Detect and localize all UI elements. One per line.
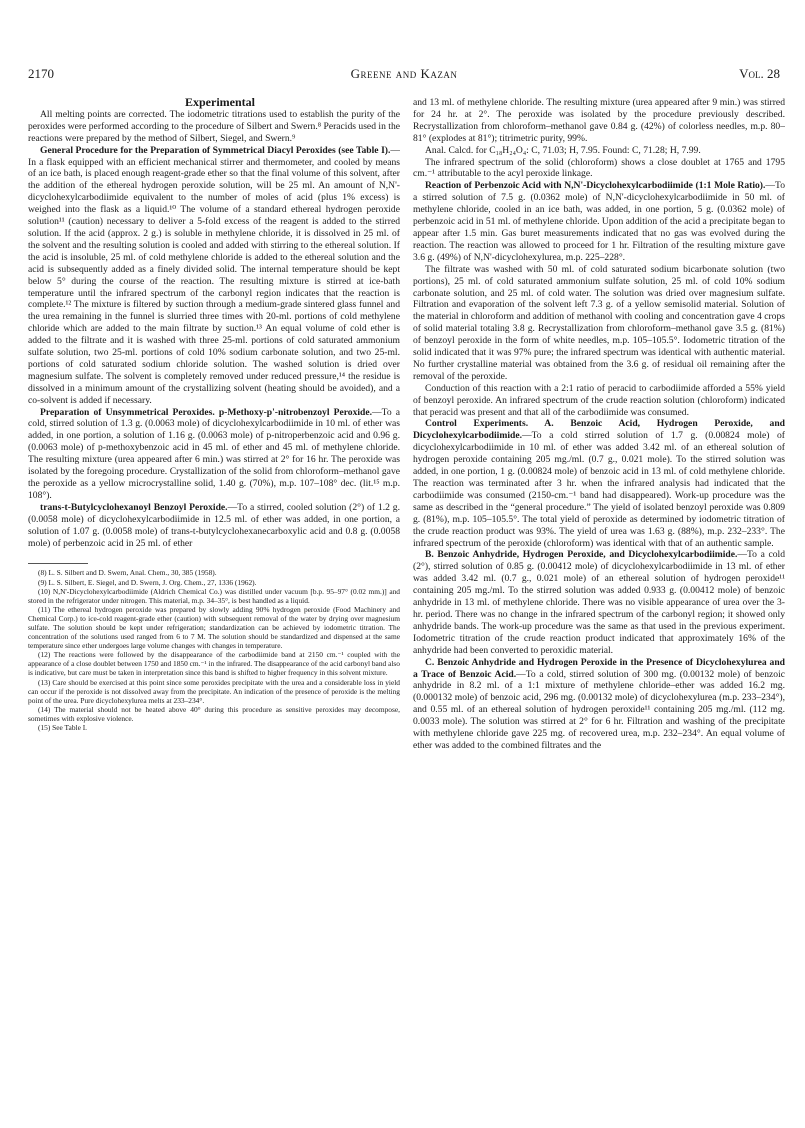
run-in-heading: Preparation of Unsymmetrical Peroxides. p-Methoxy-p'-nitrobenzoyl Peroxide. xyxy=(40,406,373,418)
left-column xyxy=(28,97,400,1117)
paragraph-general-procedure xyxy=(28,145,400,407)
running-head: Greene and Kazan xyxy=(350,66,458,81)
paragraph-tbutyl xyxy=(28,502,400,550)
footnote: (11) The ethereal hydrogen peroxide was prepared by slowly adding 90% hydrogen peroxide (Food Machinery and Chemical Corp.) to ice-cold reagent-grade ether (caution) with subsequent removal of the water by drying over magnesium sulfate. The solution should be kept under refrigeration; standardization can be achieved by iodometric titration. The concentration of the solutions used ranged from 6 to 7 M. The solution should be standardized and dispensed at the same temperature since ether undergoes large volume changes with changes in temperature. xyxy=(28,604,400,651)
volume-label: Vol. 28 xyxy=(739,66,780,81)
footnote: (15) See Table I. xyxy=(38,723,88,733)
footnote: (13) Care should be exercised at this point since some peroxides precipitate with the urea and a considerable loss in yield can occur if the peroxide is not dissolved away from the precipitate. An indication of the presence of peroxide is the melting point of the urea. Pure dicyclohexylurea melts at 233–234°. xyxy=(28,677,400,705)
paragraph-intro: All melting points are corrected. The iodometric titrations used to establish the purity of the peroxides were performed according to the procedure of Silbert and Swern.⁸ Peracids used in the reactions were prepared by the method of Silbert, Siegel, and Swern.⁹ xyxy=(28,108,400,144)
paragraph-text: —To a cold, stirred solution of 300 mg. (0.00132 mole) of benzoic anhydride in 8.2 ml. of a 1:1 mixture of methylene chloride–ether was added 16.2 mg. (0.000132 mole) of benzoic acid, 296 mg. (0.00132 mole) of dicyclohexylurea (m.p. 233–234°), and 0.55 ml. of an ethereal solution of hydrogen peroxide¹¹ containing 205 mg./ml. (112 mg. 0.0033 mole). The solution was stirred at 2° for 6 hr. Filtration and washing of the precipitate with methylene chloride gave 225 mg. of recovered urea, m.p. 232–234°. An equal volume of ether was added to the combined filtrates and the xyxy=(413,668,785,751)
page-number: 2170 xyxy=(28,66,54,81)
run-in-heading: General Procedure for the Preparation of Symmetrical Diacyl Peroxides (see Table I). xyxy=(40,144,391,156)
right-column xyxy=(413,97,785,1117)
paragraph-text: —In a flask equipped with an efficient mechanical stirrer and thermometer, and cooled by means of an ice bath, is placed enough reagent-grade ether so that the final volume of this solvent, after the addition of the ethereal hydrogen peroxide solution, will be 25 ml. An amount of N,N'-dicyclohexylcarbodiimide equivalent to the number of moles of acid (plus 1% excess) is weighed into the flask as a liquid.¹⁰ The volume of a standard ethereal hydrogen peroxide solution¹¹ (caution) necessary to deliver a 5-fold excess of the reagent is added to the stirred solution. If the acid (approx. 2 g.) is soluble in methylene chloride, it is dissolved in 25 ml. of the solvent and the resulting solution is cooled and added with stirring to the ethereal solution. If the acid is insoluble, 25 ml. of cold methylene chloride is added to the ethereal solution and the acid is subsequently added as a finely divided solid. The internal temperature should be kept below 5° during the course of the reaction. The resulting mixture is stirred at ice-bath temperature until the infrared spectrum of the carbonyl region indicates that the reaction is complete.¹² The mixture is filtered by suction through a medium-grade sintered glass funnel and the urea remaining in the funnel is slurried three times with 20-ml. portions of cold methylene chloride which are added to the main filtrate by suction.¹³ An equal volume of cold ether is added to the filtrate and it is washed with three 25-ml. portions of cold saturated ammonium sulfate solution, two 25-ml. portions of cold 10% sodium carbonate solution, and two 25-ml. portions of cold saturated sodium chloride solution. The washed solution is dried over magnesium sulfate. The solvent is completely removed under reduced pressure,¹⁴ the residue is dissolved in a minimum amount of the crystallizing solvent (heating should be avoided), and a co-solvent is added if necessary. xyxy=(28,144,400,406)
footnote: (10) N,N'-Dicyclohexylcarbodiimide (Aldrich Chemical Co.) was distilled under vacuum [b.p. 95–97° (0.02 mm.)] and stored in the refrigerator under nitrogen. This material, m.p. 34–35°, is best handled as a liquid. xyxy=(28,586,400,605)
paragraph-continued: and 13 ml. of methylene chloride. The resulting mixture (urea appeared after 9 min.) was stirred for 24 hr. at 2°. The peroxide was isolated by the procedure previously described. Recrystallization from chloroform–methanol gave 0.84 g. (42%) of colorless needles, m.p. 80–81° (explodes at 81°); titrimetric purity, 99%. xyxy=(413,97,785,144)
run-in-heading: C. Benzoic Anhydride and Hydrogen Peroxide in the Presence of Dicyclohexylurea and a Trace of Benzoic Acid. xyxy=(413,656,785,680)
run-in-heading: Reaction of Perbenzoic Acid with N,N'-Dicyclohexylcarbodiimide (1:1 Mole Ratio). xyxy=(425,180,766,192)
paragraph-control-b xyxy=(413,549,785,656)
footnote: (8) L. S. Silbert and D. Swern, Anal. Chem., 30, 385 (1958). xyxy=(38,568,217,578)
run-in-heading: Control Experiments. A. Benzoic Acid, Hydrogen Peroxide, and Dicyclohexylcarbodiimide. xyxy=(413,418,785,442)
paragraph-filtrate: The filtrate was washed with 50 ml. of cold saturated sodium bicarbonate solution (two portions), 25 ml. of cold saturated ammonium sulfate solution, 25 ml. of cold 10% sodium carbonate solution, and 25 ml. of cold water. The solution was dried over magnesium sulfate. Filtration and evaporation of the solvent left 7.3 g. of a yellow semisolid material. Solution of the material in chloroform and addition of methanol with cooling and concentration gave 4 crops of solid material totaling 3.8 g. Recrystallization from chloroform–methanol gave 3.5 g. (81%) of benzoyl peroxide in the form of white needles, m.p. 105–105.5°. Iodometric titration of the solid indicated that it was 97% pure; the infrared spectrum was identical with authentic material. No further crystalline material was obtained from the 3.6 g. of residual oil remaining after the removal of the peroxide. xyxy=(413,263,785,382)
paragraph-control-a xyxy=(413,418,785,549)
page-header xyxy=(28,66,780,84)
paragraph-text: —To a cold stirred solution of 1.7 g. (0.00824 mole) of dicyclohexylcarbodiimide in 10 ml. of ether was added 3.42 ml. of an ethereal solution of hydrogen peroxide containing 205 mg./ml. (0.7 g., 0.021 mole). To the stirred solution was added, in one portion, 1 g. (0.00824 mole) of benzoic acid in 13 ml. of cold methylene chloride. The reaction was terminated after 3 hr. when the infrared analysis had indicated that the carbodiimide was consumed (2150-cm.⁻¹ band had disappeared). Work-up procedure was the same as described in the “general procedure.” The yield of isolated benzoyl peroxide was 0.809 g. (81%), m.p. 105–105.5°. The total yield of peroxide as determined by iodometric titration of the crude reaction product was 93%. The yield of urea was 1.63 g. (88%), m.p. 232–233°. The infrared spectrum of the peroxide (chloroform) was identical with that of an authentic sample. xyxy=(413,430,785,549)
footnote: (12) The reactions were followed by the disappearance of the carbodiimide band at 2150 cm.⁻¹ coupled with the appearance of a close doublet between 1750 and 1850 cm.⁻¹ in the infrared. The disappearance of the acid carbonyl band also is indicative, but care must be taken in interpretation since this band is shifted to higher frequency in this solvent mixture. xyxy=(28,650,400,678)
paragraph-analysis: Anal. Calcd. for C₁₈H₂₄O₄: C, 71.03; H, 7.95. Found: C, 71.28; H, 7.99. xyxy=(425,144,701,156)
paragraph-unsymmetrical xyxy=(28,407,400,502)
paragraph-control-c xyxy=(413,657,785,752)
section-title-experimental: Experimental xyxy=(185,97,255,109)
footnote: (9) L. S. Silbert, E. Siegel, and D. Swern, J. Org. Chem., 27, 1336 (1962). xyxy=(38,577,257,587)
run-in-heading: B. Benzoic Anhydride, Hydrogen Peroxide, and Dicyclohexylcarbodiimide. xyxy=(425,549,738,561)
paragraph-text: —To a cold (2°), stirred solution of 0.85 g. (0.00412 mole) of dicyclohexylcarbodiimide in 13 ml. of ether was added 3.42 ml. (0.7 g., 0.021 mole) of an ethereal solution of hydrogen peroxide¹¹ containing 205 mg./ml. To the stirred solution was added 0.933 g. (0.00412 mole) of benzoic anhydride in 13 ml. of methylene chloride. There was no visible appearance of urea over the 3-hr. period. There was no change in the infrared spectrum of the carbonyl region; it showed only anhydride bands. The work-up procedure was the same as that used in the previous experiment. Iodometric titration of the crude reaction product indicated that approximately 16% of the anhydride had been converted to peroxidic material. xyxy=(413,549,785,656)
run-in-heading: trans-t-Butylcyclohexanoyl Benzoyl Peroxide. xyxy=(40,501,228,513)
footnote: (14) The material should not be heated above 40° during this procedure as sensitive peroxides may decompose, sometimes with explosive violence. xyxy=(28,704,400,723)
paragraph-ratio: Conduction of this reaction with a 2:1 ratio of peracid to carbodiimide afforded a 55% yield of benzoyl peroxide. An infrared spectrum of the crude reaction solution (chloroform) indicated that peracid was present and that all of the carbodiimide was consumed. xyxy=(413,382,785,418)
paragraph-text: —To a stirred solution of 7.5 g. (0.0362 mole) of N,N'-dicyclohexylcarbodiimide in 50 ml. of methylene chloride, cooled in an ice bath, was added, in one portion, 5 g. (0.0362 mole) of perbenzoic acid in 51 ml. of methylene chloride. Upon addition of the acid a precipitate began to appear after 1.5 min. Gas buret measurements indicated that no gas was evolved during the reaction. The reaction was allowed to proceed for 1 hr. Filtration of the resulting mixture gave 3.6 g. (49%) of N,N'-dicyclohexylurea, m.p. 225–228°. xyxy=(413,180,785,263)
footnotes xyxy=(28,568,400,732)
paragraph-text: —To a stirred, cooled solution (2°) of 1.2 g. (0.0058 mole) of dicyclohexylcarbodiimide in 12.5 ml. of ether was added, in one portion, a solution of 1.07 g. (0.0058 mole) of trans-t-butylcyclohexanecarboxylic acid and 0.8 g. (0.0058 mole) of perbenzoic acid in 25 ml. of ether xyxy=(28,501,400,549)
paragraph-infrared: The infrared spectrum of the solid (chloroform) shows a close doublet at 1765 and 1795 cm.⁻¹ attributable to the acyl peroxide linkage. xyxy=(413,156,785,180)
paragraph-perbenzoic-reaction xyxy=(413,180,785,263)
footnote-divider xyxy=(28,563,88,564)
paragraph-text: —To a cold, stirred solution of 1.3 g. (0.0063 mole) of dicyclohexylcarbodiimide in 10 ml. of ether was added, in one portion, a solution of 1.16 g. (0.0063 mole) of p-nitroperbenzoic acid and 0.96 g. (0.0063 mole) of p-methoxybenzoic acid in 45 ml. of ether and 45 ml. of methylene chloride. The resulting mixture (urea appeared after 6 min.) was stirred at 2° for 16 hr. The peroxide was isolated by the foregoing procedure. Crystallization of the solid from chloroform–methanol gave the peroxide as a yellow microcrystalline solid, 1.40 g. (70%), m.p. 107–108° dec. (lit.¹⁵ m.p. 108°). xyxy=(28,406,400,501)
